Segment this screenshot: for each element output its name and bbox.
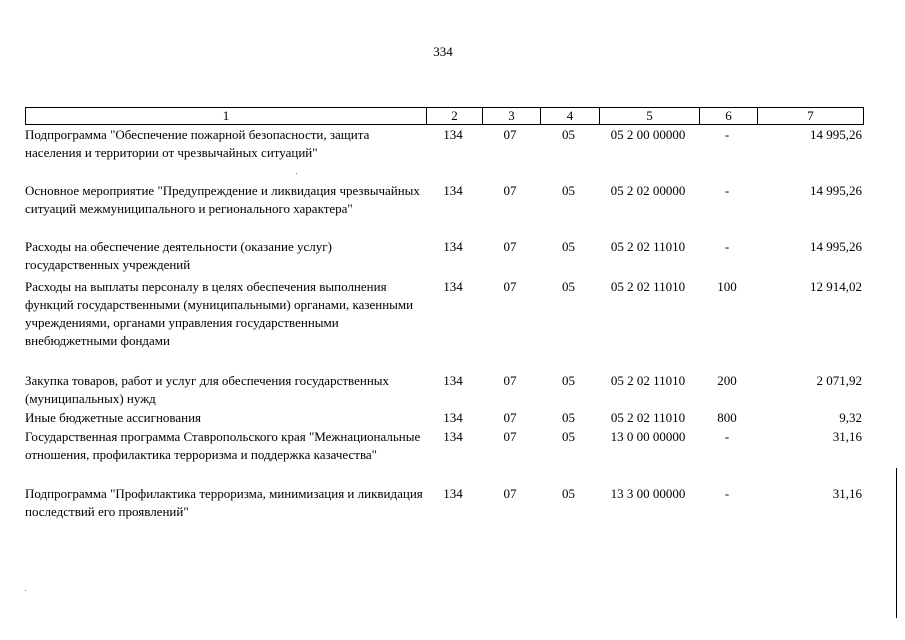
row-col-2: 134 bbox=[443, 429, 463, 444]
row-col-7: 12 914,02 bbox=[810, 279, 862, 294]
row-col-7: 31,16 bbox=[832, 429, 862, 444]
row-col-3: 07 bbox=[503, 279, 517, 294]
page-number: 334 bbox=[433, 44, 453, 59]
row-col-4: 05 bbox=[562, 486, 575, 501]
row-col-3: 07 bbox=[503, 183, 517, 198]
row-col-6: 100 bbox=[717, 279, 737, 294]
row-col-6: - bbox=[724, 239, 730, 254]
row-col-6: - bbox=[724, 183, 730, 198]
row-col-3: 07 bbox=[503, 410, 517, 425]
row-col-2: 134 bbox=[443, 127, 463, 142]
row-col-4: 05 bbox=[562, 127, 575, 142]
row-name: Расходы на выплаты персоналу в целях обеспечения выполнения функций государственными (муниципальными) органами, казенными учреждениями, органами управления государственными внебюджетными фондами bbox=[25, 279, 414, 348]
header-col-5: 5 bbox=[599, 108, 699, 124]
row-col-2: 134 bbox=[443, 373, 463, 388]
row-col-3: 07 bbox=[503, 239, 517, 254]
row-col-3: 07 bbox=[503, 373, 517, 388]
row-name: Иные бюджетные ассигнования bbox=[25, 410, 202, 425]
row-col-7: 14 995,26 bbox=[810, 127, 862, 142]
header-col-1: 1 bbox=[222, 108, 230, 123]
scan-speck bbox=[25, 590, 26, 591]
row-col-4: 05 bbox=[562, 410, 575, 425]
row-name: Основное мероприятие "Предупреждение и ликвидация чрезвычайных ситуаций межмуниципального и регионального характера" bbox=[25, 183, 420, 216]
row-col-5: 05 2 00 00000 bbox=[610, 127, 686, 142]
row-col-3: 07 bbox=[503, 127, 517, 142]
row-col-7: 31,16 bbox=[832, 486, 862, 501]
row-col-5: 05 2 02 11010 bbox=[610, 410, 686, 425]
row-col-4: 05 bbox=[562, 279, 575, 294]
row-col-6: 800 bbox=[717, 410, 737, 425]
row-col-5: 05 2 02 11010 bbox=[610, 279, 686, 294]
row-col-2: 134 bbox=[443, 183, 463, 198]
header-col-4: 4 bbox=[540, 108, 599, 124]
row-col-6: 200 bbox=[717, 373, 737, 388]
row-col-2: 134 bbox=[443, 486, 463, 501]
row-col-3: 07 bbox=[503, 429, 517, 444]
row-col-5: 13 0 00 00000 bbox=[610, 429, 686, 444]
row-col-5: 05 2 02 11010 bbox=[610, 239, 686, 254]
row-col-3: 07 bbox=[503, 486, 517, 501]
header-col-7: 7 bbox=[757, 108, 863, 124]
row-name: Закупка товаров, работ и услуг для обеспечения государственных (муниципальных) нужд bbox=[25, 373, 390, 406]
header-col-6: 6 bbox=[699, 108, 757, 124]
row-name: Расходы на обеспечение деятельности (оказание услуг) государственных учреждений bbox=[25, 239, 332, 272]
row-col-5: 05 2 02 00000 bbox=[610, 183, 686, 198]
row-col-2: 134 bbox=[443, 279, 463, 294]
header-col-2: 2 bbox=[426, 108, 482, 124]
row-col-7: 14 995,26 bbox=[810, 183, 862, 198]
header-col-3: 3 bbox=[482, 108, 540, 124]
row-col-4: 05 bbox=[562, 239, 575, 254]
row-col-4: 05 bbox=[562, 373, 575, 388]
row-col-4: 05 bbox=[562, 429, 575, 444]
row-name: Подпрограмма "Профилактика терроризма, минимизация и ликвидация последствий его проявлений" bbox=[25, 486, 423, 519]
row-col-7: 14 995,26 bbox=[810, 239, 862, 254]
scan-edge-line bbox=[896, 468, 897, 618]
row-col-6: - bbox=[724, 429, 730, 444]
row-col-6: - bbox=[724, 127, 730, 142]
row-col-5: 05 2 02 11010 bbox=[610, 373, 686, 388]
row-col-7: 2 071,92 bbox=[816, 373, 862, 388]
row-name: Подпрограмма "Обеспечение пожарной безопасности, защита населения и территории от чрезвычайных ситуаций" bbox=[25, 127, 370, 160]
row-col-4: 05 bbox=[562, 183, 575, 198]
table-header bbox=[25, 107, 864, 125]
row-name: Государственная программа Ставропольского края "Межнациональные отношения, профилактика терроризма и поддержка казачества" bbox=[25, 429, 421, 462]
row-col-5: 13 3 00 00000 bbox=[610, 486, 686, 501]
row-col-7: 9,32 bbox=[839, 410, 862, 425]
row-col-2: 134 bbox=[443, 410, 463, 425]
row-col-6: - bbox=[724, 486, 730, 501]
scan-speck bbox=[296, 173, 297, 174]
row-col-2: 134 bbox=[443, 239, 463, 254]
